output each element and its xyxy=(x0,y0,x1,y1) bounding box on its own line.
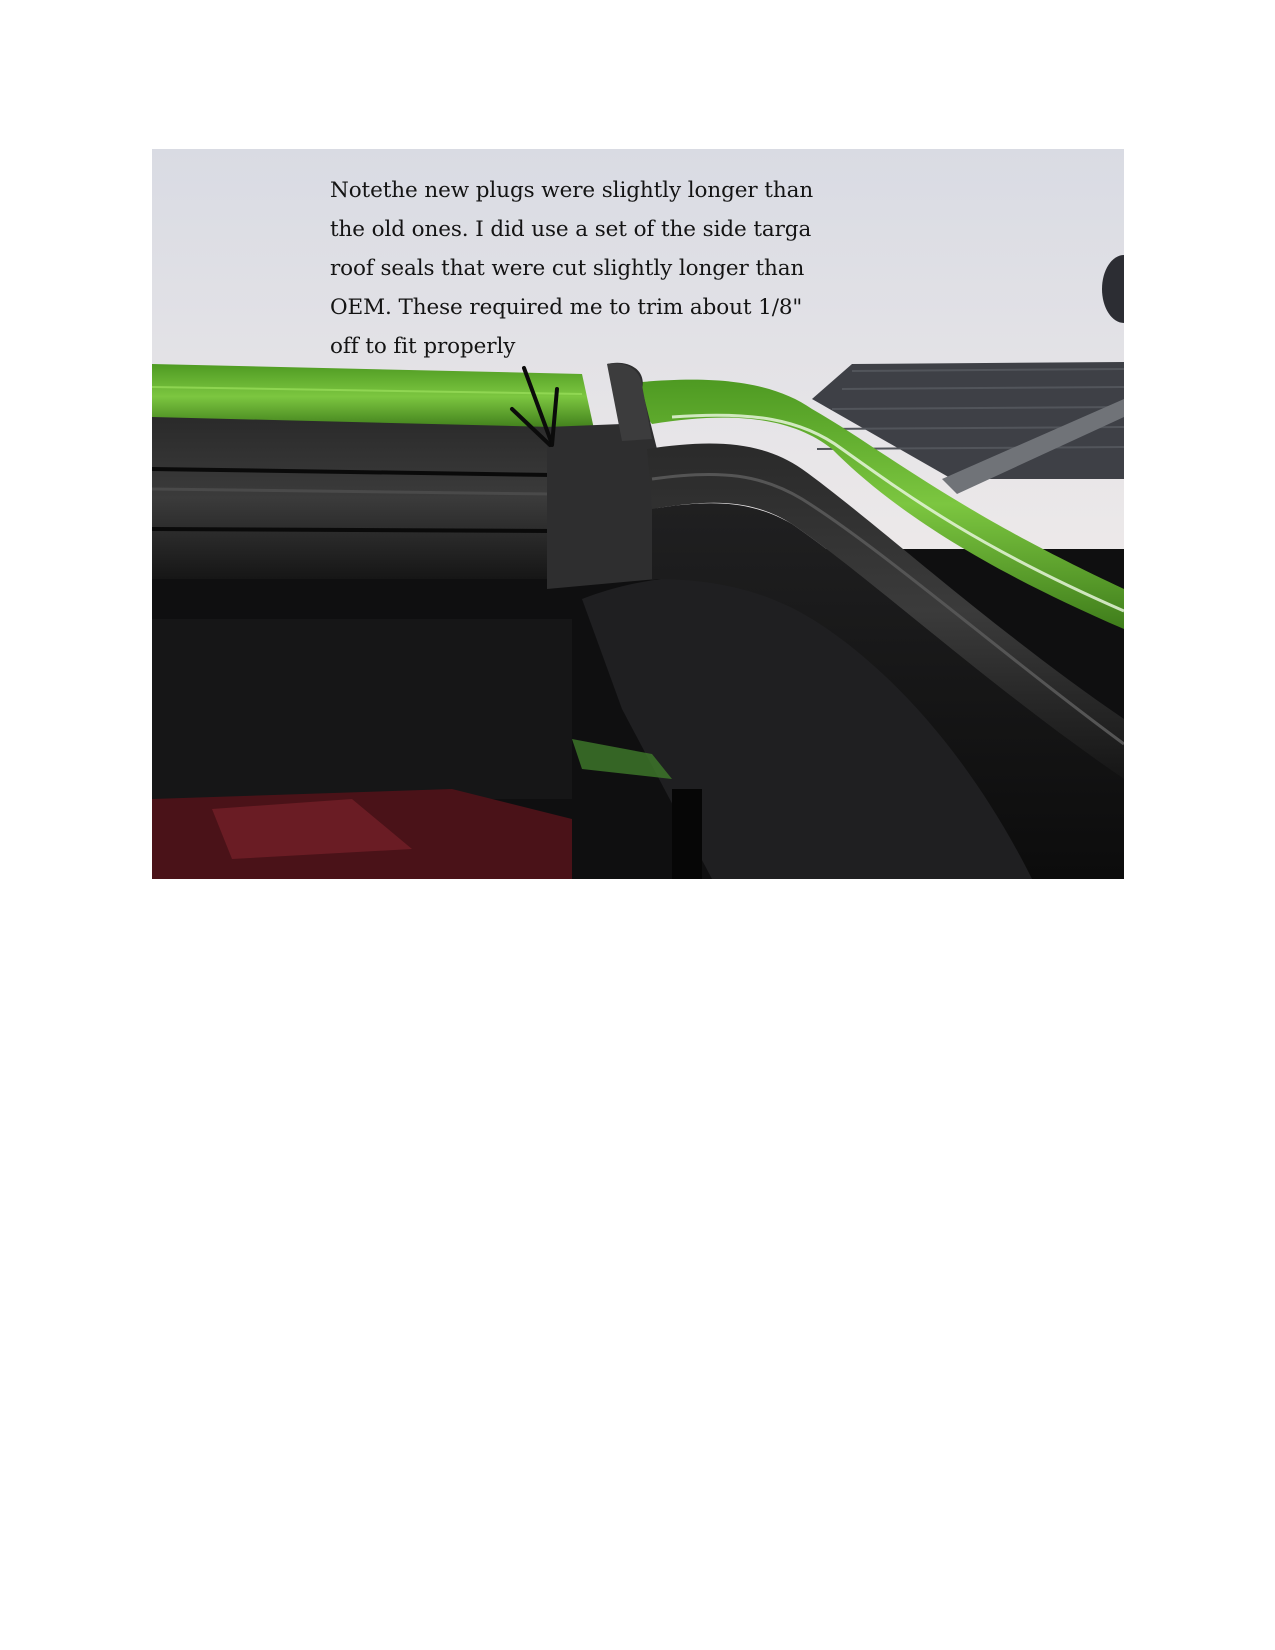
targa-seal-left xyxy=(152,417,552,579)
car-roof-photo xyxy=(152,149,1124,879)
photo-caption: Notethe new plugs were slightly longer than the old ones. I did use a set of the side targa roof seals that were cut slightly longer than OEM. These required me to trim about 1/8" off to fit properly xyxy=(330,178,814,359)
